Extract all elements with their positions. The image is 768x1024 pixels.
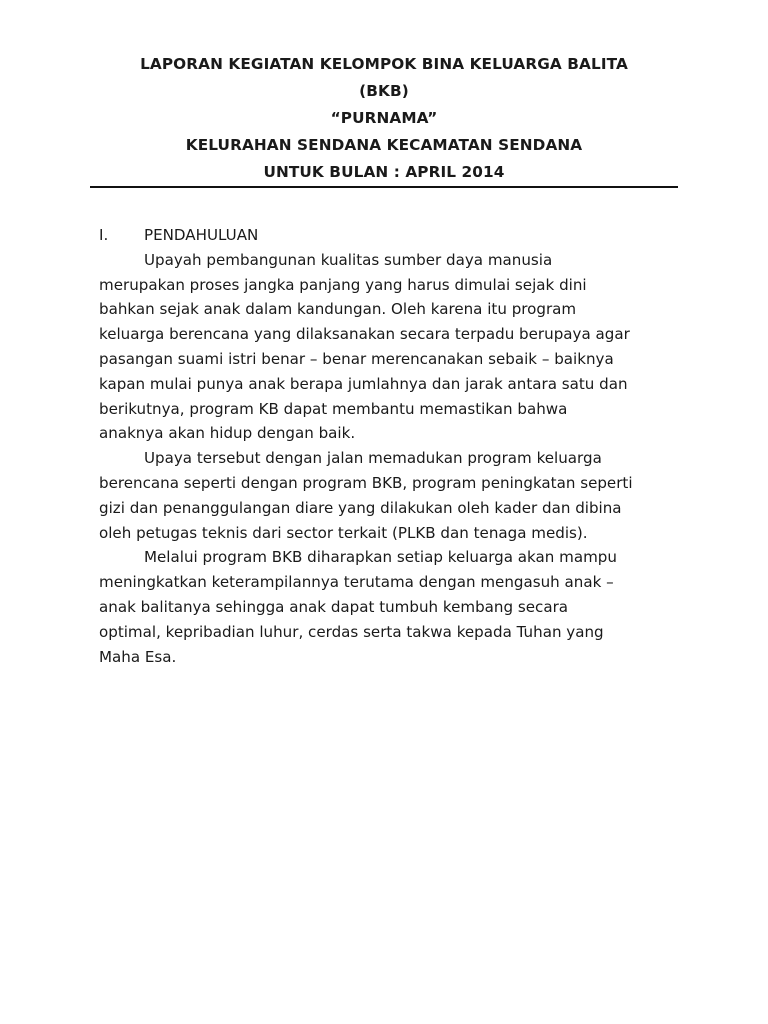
paragraph-line: oleh petugas teknis dari sector terkait (PLKB dan tenaga medis).: [99, 523, 588, 542]
paragraph-line: optimal, kepribadian luhur, cerdas serta takwa kepada Tuhan yang: [99, 622, 604, 641]
paragraph-line: meningkatkan keterampilannya terutama dengan mengasuh anak –: [99, 573, 614, 592]
header-group-name: “PURNAMA”: [330, 109, 438, 127]
paragraph-line: Upayah pembangunan kualitas sumber daya manusia: [144, 250, 553, 269]
header-divider: [90, 186, 678, 188]
header-period: UNTUK BULAN : APRIL 2014: [263, 163, 505, 181]
section-pendahuluan: [99, 223, 679, 669]
paragraph-3: [99, 545, 679, 669]
section-title: PENDAHULUAN: [144, 226, 259, 244]
header-title-line-2: (BKB): [359, 82, 409, 100]
report-header: [90, 51, 678, 186]
header-location: KELURAHAN SENDANA KECAMATAN SENDANA: [185, 136, 583, 154]
paragraph-line: merupakan proses jangka panjang yang harus dimulai sejak dini: [99, 275, 587, 294]
paragraph-line: berencana seperti dengan program BKB, program peningkatan seperti: [99, 473, 633, 492]
section-heading: [99, 223, 679, 248]
paragraph-line: keluarga berencana yang dilaksanakan secara terpadu berupaya agar: [99, 325, 630, 344]
section-number: I.: [99, 226, 109, 244]
paragraph-line: Maha Esa.: [99, 647, 177, 666]
paragraph-line: anaknya akan hidup dengan baik.: [99, 424, 356, 443]
paragraph-line: berikutnya, program KB dapat membantu memastikan bahwa: [99, 399, 568, 418]
paragraph-line: bahkan sejak anak dalam kandungan. Oleh karena itu program: [99, 300, 577, 319]
paragraph-line: kapan mulai punya anak berapa jumlahnya dan jarak antara satu dan: [99, 374, 628, 393]
paragraph-line: pasangan suami istri benar – benar merencanakan sebaik – baiknya: [99, 349, 614, 368]
paragraph-line: Upaya tersebut dengan jalan memadukan program keluarga: [144, 449, 602, 468]
paragraph-2: [99, 446, 679, 545]
paragraph-line: anak balitanya sehingga anak dapat tumbuh kembang secara: [99, 597, 569, 616]
paragraph-line: Melalui program BKB diharapkan setiap keluarga akan mampu: [144, 548, 617, 567]
paragraph-1: [99, 248, 679, 446]
paragraph-line: gizi dan penanggulangan diare yang dilakukan oleh kader dan dibina: [99, 498, 622, 517]
header-title-line-1: LAPORAN KEGIATAN KELOMPOK BINA KELUARGA BALITA: [140, 55, 628, 73]
